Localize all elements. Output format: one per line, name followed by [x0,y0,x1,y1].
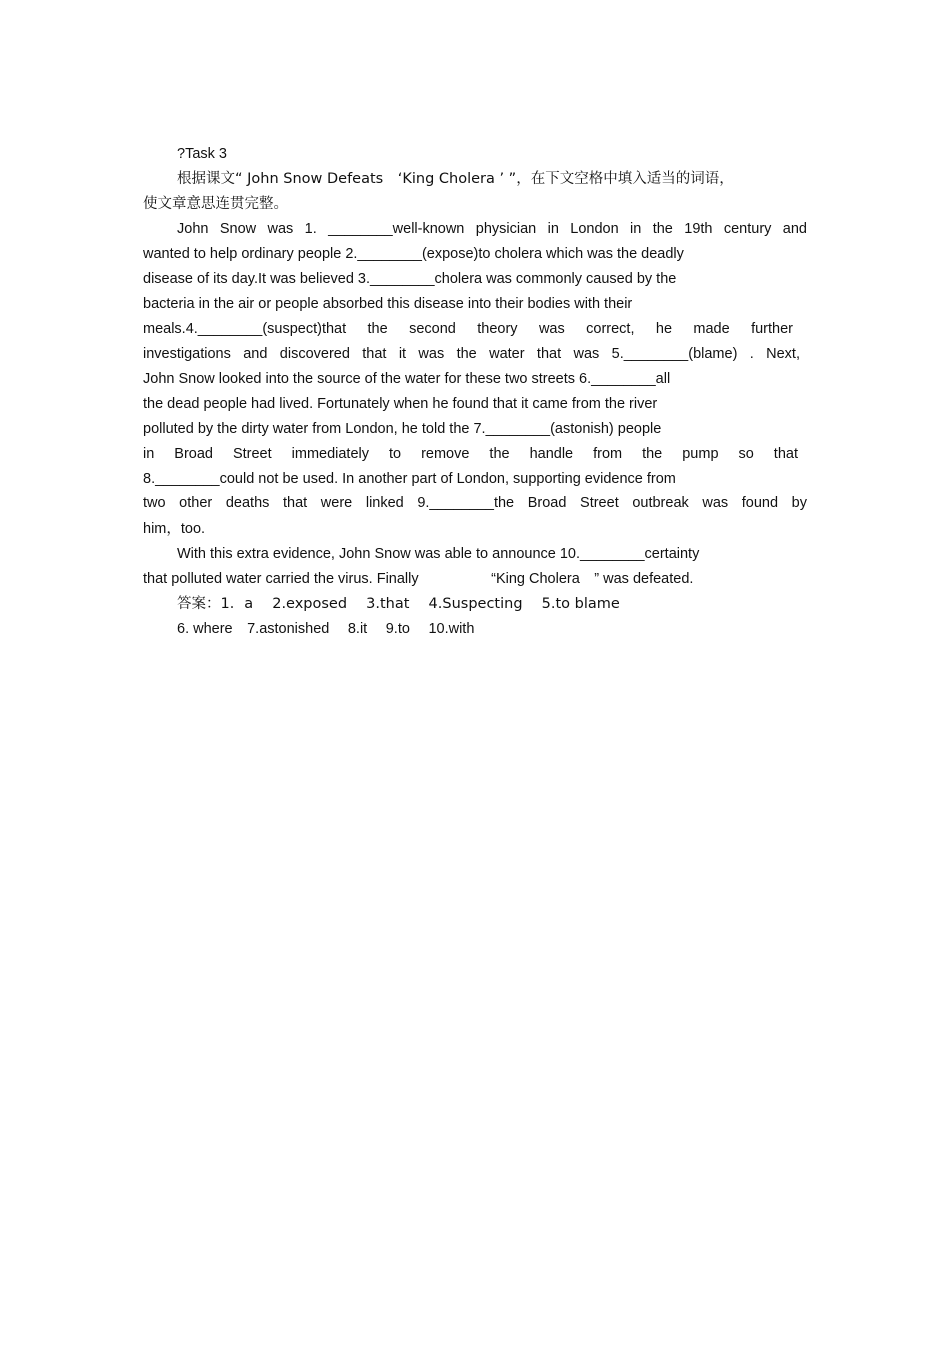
passage-line-12: two other deaths that were linked 9.________the Broad Street outbreak was found by [143,495,807,511]
passage-line-1: John Snow was 1. ________well-known physician in London in the 19th century and [177,221,807,237]
passage-line-3: disease of its day.It was believed 3.________cholera was commonly caused by the [143,271,677,287]
passage-line-5: meals.4.________(suspect)that the second theory was correct, he made further [143,321,793,337]
passage-line-2: wanted to help ordinary people 2.________(expose)to cholera which was the deadly [143,246,684,262]
answer-line-1: 答案：1．a 2.exposed 3.that 4.Suspecting 5.to blame [177,596,620,612]
answer-line-2: 6. where 7.astonished 8.it 9.to 10.with [177,621,475,637]
instruction-line-1: 根据课文“ John Snow Defeats ‘King Cholera ’ ”，在下文空格中填入适当的词语， [177,171,734,187]
passage-line-8: the dead people had lived. Fortunately when he found that it came from the river [143,396,658,412]
task-heading: ?Task 3 [177,146,227,162]
passage-line-4: bacteria in the air or people absorbed this disease into their bodies with their [143,296,633,312]
passage-line-9: polluted by the dirty water from London, he told the 7.________(astonish) people [143,421,662,437]
passage-line-13: him，too. [143,521,206,537]
passage-line-14: With this extra evidence, John Snow was able to announce 10.________certainty [177,546,700,562]
passage-line-10: in Broad Street immediately to remove the handle from the pump so that [143,446,798,462]
instruction-line-2: 使文章意思连贯完整。 [143,196,288,212]
passage-line-6: investigations and discovered that it was the water that was 5.________(blame) . Next, [143,346,800,362]
passage-line-11: 8.________could not be used. In another part of London, supporting evidence from [143,471,676,487]
passage-line-15: that polluted water carried the virus. Finally “King Cholera ” was defeated. [143,571,694,587]
passage-line-7: John Snow looked into the source of the water for these two streets 6.________all [143,371,671,387]
